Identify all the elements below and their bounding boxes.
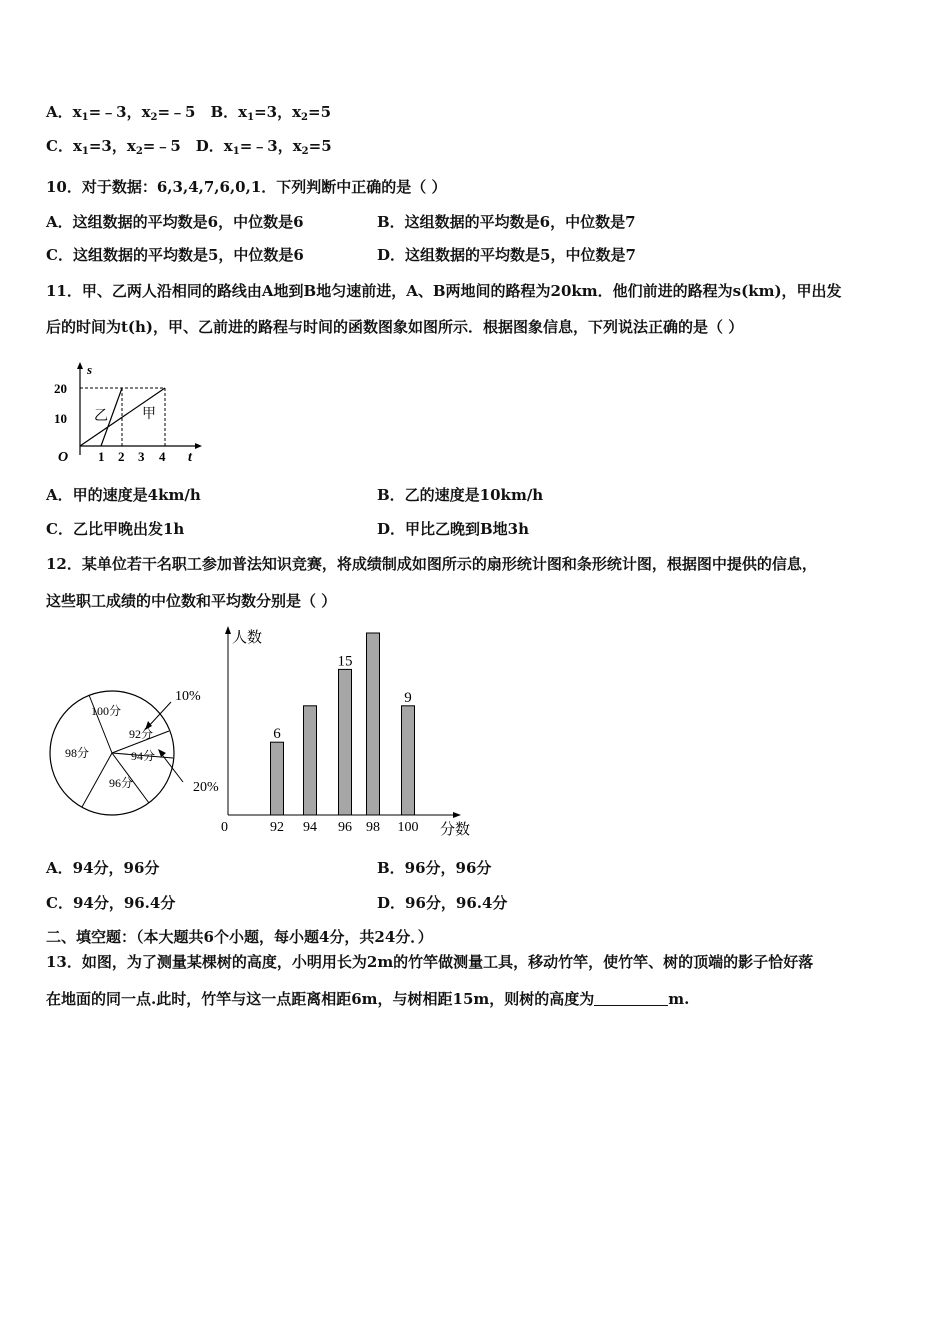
q10-option-c: C．这组数据的平均数是5，中位数是6 bbox=[46, 246, 304, 264]
q12-option-d: D．96分，96.4分 bbox=[377, 894, 508, 912]
q10-stem: 10．对于数据：6,3,4,7,6,0,1．下列判断中正确的是（ ） bbox=[46, 178, 447, 196]
bar-value-label-96: 15 bbox=[337, 653, 353, 670]
q13-line2: 在地面的同一点.此时，竹竿与这一点距离相距6m，与树相距15m，则树的高度为 m. bbox=[46, 990, 690, 1008]
bar-92 bbox=[271, 742, 284, 815]
graph-xtick-1: 1 bbox=[98, 449, 105, 464]
bar-xtick-98: 98 bbox=[366, 820, 380, 835]
section2-heading: 二、填空题：（本大题共6个小题，每小题4分，共24分．） bbox=[46, 928, 433, 946]
bar-94 bbox=[304, 706, 317, 815]
bar-98 bbox=[367, 633, 380, 815]
bar-xtick-92: 92 bbox=[270, 820, 284, 835]
q12-stem-line2: 这些职工成绩的中位数和平均数分别是（ ） bbox=[46, 592, 337, 610]
graph-xtick-2: 2 bbox=[118, 449, 125, 464]
q12-stem-line1: 12．某单位若干名职工参加普法知识竞赛，将成绩制成如图所示的扇形统计图和条形统计图，根据图中提供的信息， bbox=[46, 555, 817, 573]
pie-label-92: 92分 bbox=[129, 727, 154, 741]
q10-option-b: B．这组数据的平均数是6，中位数是7 bbox=[377, 213, 636, 231]
bar-96 bbox=[339, 669, 352, 815]
bar-xtick-100: 100 bbox=[397, 820, 419, 835]
q12-pie-chart bbox=[45, 670, 225, 820]
pie-label-98: 98分 bbox=[65, 746, 90, 760]
q12-option-a: A．94分，96分 bbox=[46, 859, 160, 877]
q13-answer-blank[interactable] bbox=[594, 991, 668, 1006]
graph-label-jia: 甲 bbox=[142, 407, 156, 422]
q12-option-b: B．96分，96分 bbox=[377, 859, 492, 877]
graph-ytick-20: 20 bbox=[54, 381, 67, 396]
q11-option-b: B．乙的速度是10km/h bbox=[377, 486, 544, 504]
graph-xtick-4: 4 bbox=[159, 449, 166, 464]
bar-origin-label: 0 bbox=[221, 820, 228, 835]
q10-option-d: D．这组数据的平均数是5，中位数是7 bbox=[377, 246, 636, 264]
bar-xlabel: 分数 bbox=[440, 822, 471, 838]
bar-xtick-96: 96 bbox=[338, 820, 352, 835]
q10-option-a: A．这组数据的平均数是6，中位数是6 bbox=[46, 213, 304, 231]
pie-label-100: 100分 bbox=[91, 704, 122, 718]
q11-distance-time-graph bbox=[50, 360, 210, 470]
graph-t-label: t bbox=[188, 450, 192, 465]
q11-option-d: D．甲比乙晚到B地3h bbox=[377, 520, 530, 538]
pie-pct-10: 10% bbox=[175, 689, 201, 704]
bar-x-axis-arrow bbox=[453, 812, 461, 818]
q11-stem-line2: 后的时间为t(h)，甲、乙前进的路程与时间的函数图象如图所示．根据图象信息，下列说法正确的是（ ） bbox=[46, 318, 744, 336]
bar-100 bbox=[402, 706, 415, 815]
bar-y-axis-arrow bbox=[225, 626, 231, 634]
q9-options-ab: A．$x_1=﹣3$，$x_2=﹣5$ B．$x_1=3$，$x_2=5$ bbox=[46, 103, 332, 123]
graph-xtick-3: 3 bbox=[138, 449, 145, 464]
q12-bar-chart bbox=[215, 622, 485, 842]
bar-value-label-100: 9 bbox=[404, 689, 412, 706]
pie-label-94: 94分 bbox=[131, 749, 156, 763]
bar-xtick-94: 94 bbox=[303, 820, 317, 835]
bar-ylabel: 人数 bbox=[232, 630, 263, 646]
q11-option-c: C．乙比甲晚出发1h bbox=[46, 520, 185, 538]
q11-option-a: A．甲的速度是4km/h bbox=[46, 486, 201, 504]
q11-stem-line1: 11．甲、乙两人沿相同的路线由A地到B地匀速前进，A、B两地间的路程为20km．他们前进的路程为s(km)，甲出发 bbox=[46, 282, 842, 300]
graph-ytick-10: 10 bbox=[54, 411, 67, 426]
bar-value-label-92: 6 bbox=[273, 726, 281, 743]
graph-label-yi: 乙 bbox=[94, 409, 108, 424]
graph-origin: O bbox=[58, 450, 69, 465]
q13-line1: 13．如图，为了测量某棵树的高度，小明用长为2m的竹竿做测量工具，移动竹竿，使竹竿、树的顶端的影子恰好落 bbox=[46, 953, 814, 971]
q12-option-c: C．94分，96.4分 bbox=[46, 894, 176, 912]
q9-options-cd: C．$x_1=3$，$x_2=﹣5$ D．$x_1=﹣3$，$x_2=5$ bbox=[46, 137, 332, 157]
graph-s-label: s bbox=[87, 362, 93, 377]
pie-pct-20: 20% bbox=[193, 780, 219, 795]
pie-label-96: 96分 bbox=[109, 776, 134, 790]
